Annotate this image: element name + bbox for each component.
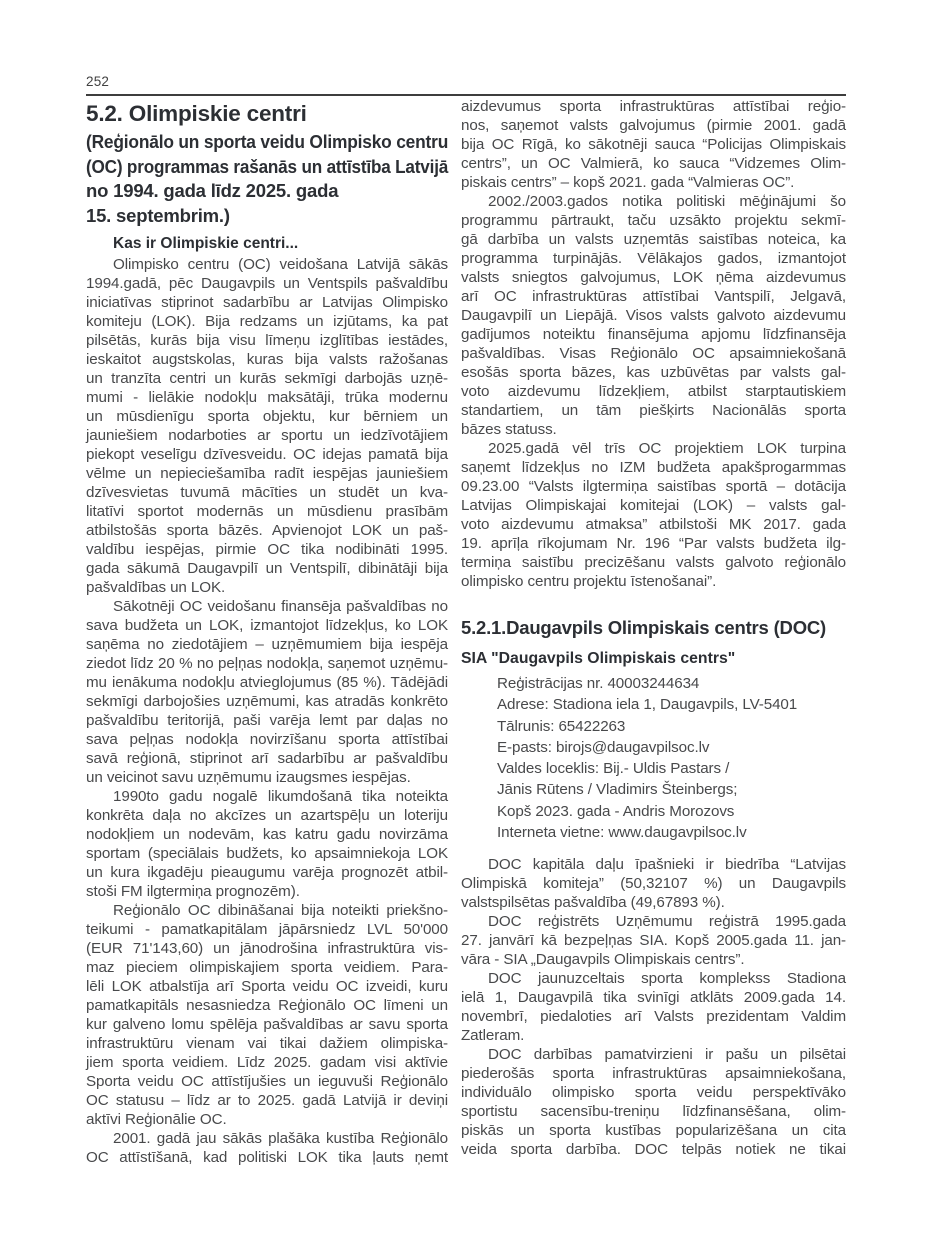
text-line: sportistu sacensību-treniņu līdzfinansēšana, olim- <box>461 1103 846 1121</box>
paragraph <box>86 597 448 787</box>
paragraph <box>461 439 846 591</box>
text-line: pašvaldības. Visas Reģionālo OC apsaimniekošanā <box>461 345 846 362</box>
text-line: Daugavpilī un Liepājā. Visos valsts galvoto aizdevumu <box>461 307 846 324</box>
company-info-line: Kopš 2023. gada - Andris Morozovs <box>497 802 735 820</box>
company-info-line: Tālrunis: 65422263 <box>497 717 626 735</box>
text-line: nodokļiem un nodevām, kas katru gadu novirzāma <box>86 826 448 843</box>
subtitle-line: (OC) programmas rašanās un attīstība Latvijā <box>86 155 449 177</box>
paragraph <box>461 1045 846 1159</box>
text-line: pamatkapitāls nesasniedza Reģionālo OC līmeni un <box>86 997 448 1014</box>
text-line: stoši FM ilgtermiņa prognozēm). <box>86 883 300 900</box>
text-line: komiteju (LOK). Bija redzams un izjūtams, ka pat <box>86 313 448 330</box>
text-line: nos, saņemot valsts galvojumus (pirmie 2001. gadā <box>461 117 846 134</box>
text-line: veida sporta darbība. DOC telpās notiek ne tikai <box>461 1141 846 1159</box>
text-line: pilsētās, kurās bija visu līmeņu izglītības iestādes, <box>86 332 448 349</box>
text-line: piskais centrs” – kopš 2021. gada “Valmieras OC”. <box>461 174 795 191</box>
text-line: sava budžeta un LOK, izmantojot līdzekļus, ko LOK <box>86 617 448 634</box>
text-line: ielā 1, Daugavpilā tika svinīgi atklāts 2009.gada 14. <box>461 989 846 1007</box>
company-info-line: Valdes loceklis: Bij.- Uldis Pastars / <box>497 760 730 778</box>
text-line: litatīvi sportot modernās un mūsdienu prasībām <box>86 503 448 520</box>
paragraph <box>461 969 846 1045</box>
company-info-line: Interneta vietne: www.daugavpilsoc.lv <box>497 824 747 842</box>
text-line: piekopt veselīgu dzīvesveidu. OC idejas pamatā bija <box>86 446 448 463</box>
text-line: un veicinot savu uzņēmumu izaugsmes iespējas. <box>86 769 411 786</box>
section-subtitle <box>86 130 448 228</box>
paragraph <box>461 855 846 912</box>
text-line: Reģionālo OC dibināšanai bija noteikti priekšno- <box>113 902 448 919</box>
text-line: 27. janvārī kā bezpeļņas SIA. Kopš 2005.gada 11. jan- <box>461 932 846 950</box>
company-info-line: Reģistrācijas nr. 40003244634 <box>497 675 700 692</box>
text-line: valstspilsētas pašvaldība (49,67893 %). <box>461 894 725 912</box>
left-column-text <box>86 255 448 1167</box>
text-line: programma turpinājās. Vēlākajos gados, izmantojot <box>461 250 846 267</box>
paragraph <box>461 97 846 192</box>
right-column-text-top <box>461 97 846 591</box>
paragraph <box>86 901 448 1129</box>
text-line: 2002./2003.gados notika politiski mēģinājumi šo <box>488 193 846 210</box>
text-line: 09.23.00 “Valsts ilgtermiņa saistības sportā – dotācija <box>461 478 846 495</box>
text-line: Sākotnēji OC veidošanu finansēja pašvaldības no <box>113 598 448 615</box>
text-line: dzīvesvietas tuvumā mācīties un studēt un kva- <box>86 484 448 501</box>
text-line: voto aizdevumu līdzekļiem, atbilst starptautiskiem <box>461 383 846 400</box>
intro-heading: Kas ir Olimpiskie centri... <box>113 235 299 252</box>
text-line: vēlme un nepieciešamība radīt iespējas jauniešiem <box>86 465 448 482</box>
text-line: jiem sporta veidiem. Līdz 2025. gadam visi aktīvie <box>86 1054 448 1071</box>
company-info-line: Adrese: Stadiona iela 1, Daugavpils, LV-5401 <box>497 696 798 714</box>
text-line: savā reģionā, stiprinot arī sadarbību ar pašvaldību <box>86 750 448 767</box>
left-column <box>86 97 448 1167</box>
text-line: gā darbība un valsts uzņemtās saistības noteica, ka <box>461 231 846 248</box>
company-info-line: E-pasts: birojs@daugavpilsoc.lv <box>497 738 710 756</box>
text-line: 2001. gadā jau sākās plašāka kustība Reģionālo <box>113 1130 448 1147</box>
right-column <box>461 97 846 1159</box>
text-line: novembrī, piedaloties arī Valsts prezidentam Valdim <box>461 1008 846 1026</box>
text-line: individuālo olimpisko sporta veidu perspektīvāko <box>461 1084 846 1102</box>
text-line: gadījumos noteiktu finansējuma apjomu līdzfinansēja <box>461 326 846 343</box>
company-info-line: Jānis Rūtens / Vladimirs Šteinbergs; <box>497 781 738 799</box>
company-name: SIA "Daugavpils Olimpiskais centrs" <box>461 650 736 667</box>
text-line: gada sākumā Daugavpilī un Ventspilī, dibinātāji bija <box>86 560 448 577</box>
header-rule <box>86 94 846 96</box>
text-line: centrs”, un OC Valmierā, ko sauca “Vidzemes Olim- <box>461 155 846 172</box>
text-line: bija OC Rīgā, ko sākotnēji sauca “Policijas Olimpiskais <box>461 136 846 153</box>
text-line: mumi - lielākie nodokļu maksātāji, trūka modernu <box>86 389 448 406</box>
text-line: Zatleram. <box>461 1027 525 1045</box>
text-line: programmu pārtraukt, taču uzsākto projektu sekmī- <box>461 212 846 229</box>
text-line: pašvaldības un LOK. <box>86 579 226 596</box>
paragraph <box>461 192 846 439</box>
text-line: teikumi - pamatkapitālam jāpārsniedz LVL 50'000 <box>86 921 448 938</box>
text-line: jauniešiem nodarboties ar sportu un iedzīvotājiem <box>86 427 448 444</box>
text-line: Sporta veidu OC attīstījušies un ieguvuši Reģionālo <box>86 1073 448 1090</box>
text-line: Olimpiskā komiteja” (50,32107 %) un Daugavpils <box>461 875 846 893</box>
text-line: OC attīstīšanā, kad politiski LOK tika ļauts ņemt <box>86 1149 448 1166</box>
text-line: kur galveno lomu spēlēja pašvaldības ar savu sporta <box>86 1016 448 1033</box>
text-line: termiņa saistību precizēšanu valsts galvoto reģionālo <box>461 554 846 571</box>
text-line: sekmīgi darbojošies uzņēmumi, kas atradās konkrēto <box>86 693 448 710</box>
text-line: DOC darbības pamatvirzieni ir pašu un pilsētai <box>488 1046 846 1064</box>
company-info-list <box>461 673 846 843</box>
text-line: atbilstošās sporta bāzēs. Apvienojot LOK un paš- <box>86 522 448 539</box>
text-line: valsts sniegtos galvojumus, LOK ņēma aizdevumus <box>461 269 846 286</box>
text-line: maz pieciem olimpiskajiem sporta veidiem. Para- <box>86 959 448 976</box>
text-line: lēli LOK atbalstīja arī Sporta veidu OC izveidi, kuru <box>86 978 448 995</box>
text-line: sportam (speciālais budžets, ko apsaimniekoja LOK <box>86 845 448 862</box>
text-line: arī OC infrastruktūras attīstībai Vantspilī, Jelgavā, <box>461 288 846 305</box>
text-line: pašvaldību teritorijā, paši varēja lemt par daļas no <box>86 712 448 729</box>
text-line: voto aizdevumu atmaksa” atbilstoši MK 2017. gada <box>461 516 846 533</box>
text-line: saņēma no ziedotājiem – uzņēmumiem bija iespēja <box>86 636 448 653</box>
text-line: infrastruktūru vienam vai tikai dažiem olimpiska- <box>86 1035 448 1052</box>
text-line: aizdevumus sporta infrastruktūras attīstībai reģio- <box>461 98 846 115</box>
text-line: konkrēta daļa no akcīzes un azartspēļu un loteriju <box>86 807 448 824</box>
text-line: (EUR 71'143,60) un jānodrošina infrastruktūra vis- <box>86 940 448 957</box>
text-line: piskās un sporta kustības popularizēšana un cita <box>461 1122 846 1140</box>
page-number: 252 <box>86 74 110 89</box>
text-line: OC statusu – līdz ar to 2025. gadā Latvijā ir deviņi <box>86 1092 448 1109</box>
subtitle-line: (Reģionālo un sporta veidu Olimpisko centru <box>86 131 449 152</box>
right-column-text-bottom <box>461 855 846 1159</box>
text-line: mu ienākuma nodokļu atvieglojumus (85 %). Tādējādi <box>86 674 448 691</box>
text-line: bāzes statuss. <box>461 421 557 438</box>
text-line: DOC kapitāla daļu īpašnieki ir biedrība “Latvijas <box>488 856 846 874</box>
section-title: 5.2. Olimpiskie centri <box>86 101 307 126</box>
text-line: un mūsdienīgu sporta objektu, kur bērniem un <box>86 408 448 425</box>
subtitle-line: 15. septembrim.) <box>86 204 230 226</box>
text-line: un tranzīta centri un kurās sekmīgi darbojās uzņē- <box>86 370 448 387</box>
text-line: ziedot līdz 20 % no peļņas nodokļa, saņemot uzņēmu- <box>86 655 448 672</box>
text-line: Olimpisko centru (OC) veidošana Latvijā sākās <box>113 256 448 273</box>
text-line: 1994.gadā, pēc Daugavpils un Ventspils pašvaldību <box>86 275 448 292</box>
text-line: valdību iespējas, pirmie OC tika nodibināti 1995. <box>86 541 448 558</box>
text-line: 2025.gadā vēl trīs OC projektiem LOK turpina <box>488 440 846 457</box>
subtitle-line: no 1994. gada līdz 2025. gada <box>86 180 339 201</box>
paragraph <box>86 1129 448 1167</box>
text-line: standartiem, un tām piešķirts Nacionālās sporta <box>461 402 846 419</box>
subsection-title: 5.2.1.Daugavpils Olimpiskais centrs (DOC) <box>461 617 827 638</box>
text-line: DOC jaunuzceltais sporta komplekss Stadiona <box>488 970 846 988</box>
text-line: vāra - SIA „Daugavpils Olimpiskais centrs”. <box>461 951 745 969</box>
two-column-layout <box>86 97 846 1167</box>
text-line: aktīvi Reģionālie OC. <box>86 1111 227 1128</box>
text-line: 19. aprīļa rīkojumam Nr. 196 “Par valsts budžeta ilg- <box>461 535 846 552</box>
text-line: saņemt līdzekļus no IZM budžeta apakšprogarmmas <box>461 459 846 476</box>
text-line: olimpisko centru projektu īstenošanai”. <box>461 573 717 590</box>
text-line: 1990to gadu nogalē likumdošanā tika noteikta <box>113 788 448 805</box>
text-line: un kura ikgadēju pieaugumu varēja prognozēt atbil- <box>86 864 448 881</box>
text-line: Latvijas Olimpiskajai komitejai (LOK) – valsts gal- <box>461 497 846 514</box>
text-line: ieskaitot augstskolas, kuras bija valsts ražošanas <box>86 351 448 368</box>
paragraph <box>86 787 448 901</box>
text-line: esošās sporta bāzes, kas uzbūvētas par valsts gal- <box>461 364 846 381</box>
text-line: sava peļņas nodokļa novirzīšanu sporta attīstībai <box>86 731 448 748</box>
paragraph <box>86 255 448 597</box>
text-line: piederošās sporta infrastruktūras apsaimniekošana, <box>461 1065 846 1083</box>
text-line: iniciatīvas stiprinot sadarbību ar Latvijas Olimpisko <box>86 294 448 311</box>
paragraph <box>461 912 846 969</box>
text-line: DOC reģistrēts Uzņēmumu reģistrā 1995.gada <box>488 913 846 931</box>
